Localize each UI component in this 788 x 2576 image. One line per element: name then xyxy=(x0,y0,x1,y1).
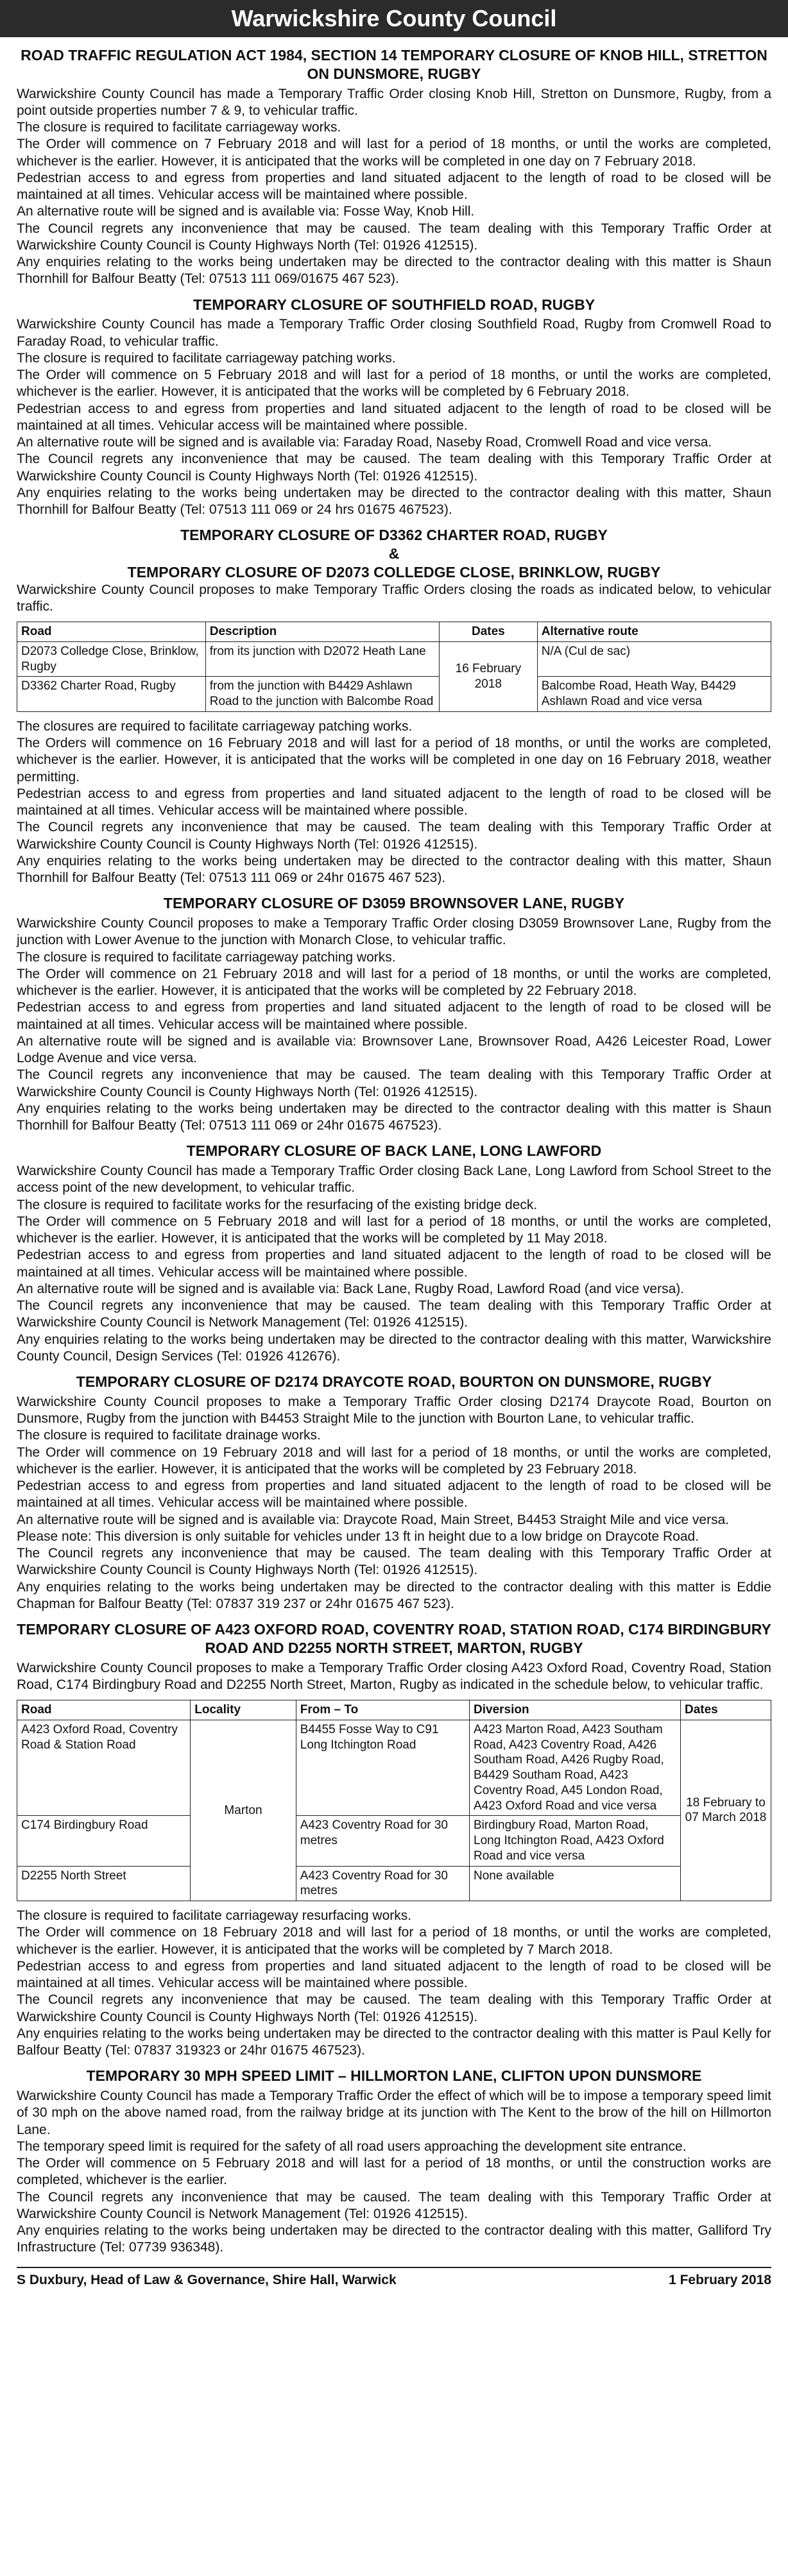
notice-paragraph: The Order will commence on 5 February 2018 and will last for a period of 18 months, or until the works are completed, whichever is the earlier. However, it is anticipated that the works will be completed by 6 February 2018. xyxy=(17,368,771,400)
table-cell: Balcombe Road, Heath Way, B4429 Ashlawn Road and vice versa xyxy=(537,677,771,712)
table-cell-dates: 18 February to 07 March 2018 xyxy=(681,1720,771,1901)
table-header-cell: Dates xyxy=(681,1700,771,1720)
notice-title: TEMPORARY CLOSURE OF SOUTHFIELD ROAD, RUGBY xyxy=(193,296,595,313)
signatory: S Duxbury, Head of Law & Governance, Shire Hall, Warwick xyxy=(17,2272,397,2287)
notice-paragraph: The closure is required to facilitate works for the resurfacing of the existing bridge deck. xyxy=(17,1197,538,1212)
notice-paragraph: The closures are required to facilitate carriageway patching works. xyxy=(17,718,413,734)
table-header-cell: Road xyxy=(17,1700,191,1720)
notice-title: TEMPORARY CLOSURE OF BACK LANE, LONG LAWFORD xyxy=(186,1142,602,1160)
table-cell: A423 Marton Road, A423 Southam Road, A423 Coventry Road, A426 Southam Road, A426 Rugby Road, B4429 Southam Road, A423 Coventry Road, A45 London Road, A423 Oxford Road and vice versa xyxy=(470,1720,681,1816)
notice-title: TEMPORARY CLOSURE OF D2174 DRAYCOTE ROAD, BOURTON ON DUNSMORE, RUGBY xyxy=(76,1373,712,1390)
notice-paragraph: The closure is required to facilitate drainage works. xyxy=(17,1428,321,1443)
table-header-cell: Diversion xyxy=(470,1700,681,1720)
closure-schedule-table xyxy=(17,1700,771,1901)
table-cell: N/A (Cul de sac) xyxy=(537,641,771,677)
notice-paragraph: Pedestrian access to and egress from properties and land situated adjacent to the length of road to be closed will be maintained at all times. Vehicular access will be maintained where possible. xyxy=(17,1479,771,1511)
table-header-cell: Dates xyxy=(440,622,538,642)
table-header-row xyxy=(17,1700,771,1720)
notice-knob-hill xyxy=(17,46,771,288)
notice-paragraph: Warwickshire County Council has made a Temporary Traffic Order closing Southfield Road, Rugby from Cromwell Road to Faraday Road, to vehicular traffic. xyxy=(17,317,771,349)
notice-paragraph: The Council regrets any inconvenience that may be caused. The team dealing with this Temporary Traffic Order at Warwickshire County Council is Network Management (Tel: 01926 412515). xyxy=(17,1298,771,1330)
table-cell: Birdingbury Road, Marton Road, Long Itchington Road, A423 Oxford Road and vice versa xyxy=(470,1816,681,1866)
table-header-cell: Alternative route xyxy=(537,622,771,642)
notice-intro: Warwickshire County Council proposes to make Temporary Traffic Orders closing the roads as indicated below, to vehicular traffic. xyxy=(17,582,771,614)
notice-paragraph: An alternative route will be signed and is available via: Fosse Way, Knob Hill. xyxy=(17,204,475,219)
notice-paragraph: The closure is required to facilitate carriageway resurfacing works. xyxy=(17,1908,412,1923)
notice-paragraph: Pedestrian access to and egress from properties and land situated adjacent to the length of road to be closed will be maintained at all times. Vehicular access will be maintained where possible. xyxy=(17,401,771,433)
notice-title-line: TEMPORARY CLOSURE OF D3362 CHARTER ROAD, RUGBY xyxy=(180,527,608,544)
notice-charter-road-colledge-close xyxy=(17,526,771,886)
notice-footer xyxy=(17,2267,771,2289)
notice-paragraph: The Order will commence on 7 February 2018 and will last for a period of 18 months, or until the works are completed, whichever is the earlier. However, it is anticipated that the works will be completed in one day on 7 February 2018. xyxy=(17,137,771,169)
notice-paragraph: Warwickshire County Council has made a Temporary Traffic Order closing Back Lane, Long Lawford from School Street to the access point of the new development, to vehicular traffic. xyxy=(17,1164,771,1196)
table-cell: from its junction with D2072 Heath Lane xyxy=(205,641,439,677)
notice-intro: Warwickshire County Council proposes to make a Temporary Traffic Order closing A423 Oxford Road, Coventry Road, Station Road, C174 Birdingbury Road and D2255 North Street, Marton, Rugby as indicated in the schedule below, to vehicular traffic. xyxy=(17,1660,771,1692)
notice-brownsover-lane xyxy=(17,894,771,1134)
notice-title: ROAD TRAFFIC REGULATION ACT 1984, SECTION 14 TEMPORARY CLOSURE OF KNOB HILL, STRETTON ON DUNSMORE, RUGBY xyxy=(21,47,767,82)
table-cell-locality: Marton xyxy=(191,1720,296,1901)
notice-paragraph: Warwickshire County Council has made a Temporary Traffic Order closing Knob Hill, Stretton on Dunsmore, Rugby, from a point outside properties number 7 & 9, to vehicular traffic. xyxy=(17,86,771,118)
table-row xyxy=(17,677,771,712)
notice-paragraph: The temporary speed limit is required for the safety of all road users approaching the development site entrance. xyxy=(17,2139,687,2154)
table-header-cell: From – To xyxy=(296,1700,469,1720)
notice-paragraph: The Order will commence on 19 February 2018 and will last for a period of 18 months, or until the works are completed, whichever is the earlier. However, it is anticipated that the works will be completed by 23 February 2018. xyxy=(17,1445,771,1477)
table-cell-dates: 16 February 2018 xyxy=(440,641,538,711)
notice-paragraph: Any enquiries relating to the works being undertaken may be directed to the contractor dealing with this matter, Warwickshire County Council, Design Services (Tel: 01926 412676). xyxy=(17,1332,771,1364)
notice-paragraph: The Order will commence on 18 February 2018 and will last for a period of 18 months, or until the works are completed, whichever is the earlier. However, it is anticipated that the works will be completed by 7 March 2018. xyxy=(17,1925,771,1957)
notice-paragraph: The Order will commence on 5 February 2018 and will last for a period of 18 months, or until the works are completed, whichever is the earlier. However, it is anticipated that the works will be completed by 11 May 2018. xyxy=(17,1214,771,1246)
notice-paragraph: The Council regrets any inconvenience that may be caused. The team dealing with this Temporary Traffic Order at Warwickshire County Council is County Highways North (Tel: 01926 412515). xyxy=(17,1546,771,1578)
table-cell: A423 Oxford Road, Coventry Road & Station Road xyxy=(17,1720,191,1816)
notice-paragraph: The Council regrets any inconvenience that may be caused. The team dealing with this Temporary Traffic Order at Warwickshire County Council is County Highways North (Tel: 01926 412515). xyxy=(17,1992,771,2024)
notice-paragraph: The closure is required to facilitate carriageway patching works. xyxy=(17,350,396,366)
notice-draycote-road xyxy=(17,1373,771,1613)
notice-paragraph: An alternative route will be signed and is available via: Faraday Road, Naseby Road, Cromwell Road and vice versa. xyxy=(17,435,712,450)
notice-paragraph: An alternative route will be signed and is available via: Draycote Road, Main Street, B4453 Straight Mile and vice versa. xyxy=(17,1512,730,1527)
table-cell: B4455 Fosse Way to C91 Long Itchington Road xyxy=(296,1720,469,1816)
notice-paragraph: Any enquiries relating to the works being undertaken may be directed to the contractor dealing with this matter, Shaun Thornhill for Balfour Beatty (Tel: 07513 111 069 or 24hr 01675 467 523). xyxy=(17,853,771,885)
notice-paragraph: Any enquiries relating to the works being undertaken may be directed to the contractor dealing with this matter is Paul Kelly for Balfour Beatty (Tel: 07837 319323 or 24hr 01675 467523). xyxy=(17,2026,771,2058)
notice-paragraph: Pedestrian access to and egress from properties and land situated adjacent to the length of road to be closed will be maintained at all times. Vehicular access will be maintained where possible. xyxy=(17,1248,771,1280)
notice-paragraph: Any enquiries relating to the works being undertaken may be directed to the contractor dealing with this matter is Shaun Thornhill for Balfour Beatty (Tel: 07513 111 069/01675 467 523). xyxy=(17,255,771,287)
notice-paragraph: The Council regrets any inconvenience that may be caused. The team dealing with this Temporary Traffic Order at Warwickshire County Council is County Highways North (Tel: 01926 412515). xyxy=(17,221,771,253)
notice-title-line: & xyxy=(388,545,400,562)
table-header-cell: Road xyxy=(17,622,206,642)
masthead xyxy=(0,0,788,37)
table-cell: D2073 Colledge Close, Brinklow, Rugby xyxy=(17,641,206,677)
notice-paragraph: Please note: This diversion is only suitable for vehicles under 13 ft in height due to a low bridge on Draycote Road. xyxy=(17,1529,699,1544)
notice-title-line: TEMPORARY CLOSURE OF D2073 COLLEDGE CLOSE, BRINKLOW, RUGBY xyxy=(127,563,661,580)
notice-paragraph: Warwickshire County Council has made a Temporary Traffic Order the effect of which will be to impose a temporary speed limit of 30 mph on the above named road, from the railway bridge at its junction with The Kent to the brow of the hill on Hillmorton Lane. xyxy=(17,2089,771,2137)
table-header-row xyxy=(17,622,771,642)
table-cell: None available xyxy=(470,1866,681,1901)
notice-title: TEMPORARY 30 MPH SPEED LIMIT – HILLMORTON LANE, CLIFTON UPON DUNSMORE xyxy=(86,2067,702,2085)
notice-title: TEMPORARY CLOSURE OF A423 OXFORD ROAD, COVENTRY ROAD, STATION ROAD, C174 BIRDINGBURY ROAD AND D2255 NORTH STREET, MARTON, RUGBY xyxy=(17,1621,771,1656)
table-row xyxy=(17,1720,771,1816)
page-title: Warwickshire County Council xyxy=(231,5,557,31)
notice-paragraph: The Council regrets any inconvenience that may be caused. The team dealing with this Temporary Traffic Order at Warwickshire County Council is County Highways North (Tel: 01926 412515). xyxy=(17,452,771,484)
notice-paragraph: The closure is required to facilitate carriageway works. xyxy=(17,120,341,135)
notice-paragraph: The Council regrets any inconvenience that may be caused. The team dealing with this Temporary Traffic Order at Warwickshire County Council is County Highways North (Tel: 01926 412515). xyxy=(17,1067,771,1099)
notice-paragraph: Any enquiries relating to the works being undertaken may be directed to the contractor dealing with this matter is Eddie Chapman for Balfour Beatty (Tel: 07837 319 237 or 24hr 01675 467 523). xyxy=(17,1579,771,1611)
table-header-cell: Description xyxy=(205,622,439,642)
table-row xyxy=(17,641,771,677)
table-cell: A423 Coventry Road for 30 metres xyxy=(296,1866,469,1901)
notice-paragraph: Pedestrian access to and egress from properties and land situated adjacent to the length of road to be closed will be maintained at all times. Vehicular access will be maintained where possible. xyxy=(17,170,771,202)
table-cell: D2255 North Street xyxy=(17,1866,191,1901)
table-cell: A423 Coventry Road for 30 metres xyxy=(296,1816,469,1866)
closure-schedule-table xyxy=(17,622,771,712)
notice-title xyxy=(17,526,771,581)
notice-paragraph: An alternative route will be signed and is available via: Back Lane, Rugby Road, Lawford Road (and vice versa). xyxy=(17,1281,685,1296)
table-cell: from the junction with B4429 Ashlawn Road to the junction with Balcombe Road xyxy=(205,677,439,712)
notice-paragraph: Pedestrian access to and egress from properties and land situated adjacent to the length of road to be closed will be maintained at all times. Vehicular access will be maintained where possible. xyxy=(17,786,771,818)
notice-paragraph: Any enquiries relating to the works being undertaken may be directed to the contractor dealing with this matter, Galliford Try Infrastructure (Tel: 07739 936348). xyxy=(17,2223,771,2255)
notice-paragraph: The Order will commence on 21 February 2018 and will last for a period of 18 months, or until the works are completed, whichever is the earlier. However, it is anticipated that the works will be completed by 22 February 2018. xyxy=(17,966,771,998)
notice-back-lane xyxy=(17,1142,771,1365)
notice-paragraph: Pedestrian access to and egress from properties and land situated adjacent to the length of road to be closed will be maintained at all times. Vehicular access will be maintained where possible. xyxy=(17,1958,771,1990)
notice-paragraph: The Orders will commence on 16 February 2018 and will last for a period of 18 months, or until the works are completed, whichever is the earlier. However, it is anticipated that the works will be completed in one day on 16 February 2018, weather permitting. xyxy=(17,736,771,784)
table-row xyxy=(17,1816,771,1866)
table-row xyxy=(17,1866,771,1901)
table-cell: C174 Birdingbury Road xyxy=(17,1816,191,1866)
notice-paragraph: The Order will commence on 5 February 2018 and will last for a period of 18 months, or until the construction works are completed, whichever is the earlier. xyxy=(17,2156,771,2188)
notice-paragraph: Pedestrian access to and egress from properties and land situated adjacent to the length of road to be closed will be maintained at all times. Vehicular access will be maintained where possible. xyxy=(17,1000,771,1032)
notice-hillmorton-lane xyxy=(17,2067,771,2256)
notice-title: TEMPORARY CLOSURE OF D3059 BROWNSOVER LANE, RUGBY xyxy=(163,895,625,912)
notice-paragraph: Any enquiries relating to the works being undertaken may be directed to the contractor dealing with this matter is Shaun Thornhill for Balfour Beatty (Tel: 07513 111 069 or 24hr 01675 467523). xyxy=(17,1101,771,1133)
notice-paragraph: The closure is required to facilitate carriageway patching works. xyxy=(17,949,396,965)
notice-date: 1 February 2018 xyxy=(669,2272,771,2287)
notice-paragraph: Warwickshire County Council proposes to make a Temporary Traffic Order closing D3059 Brownsover Lane, Rugby from the junction with Lower Avenue to the junction with Monarch Close, to vehicular traffic. xyxy=(17,916,771,948)
notice-paragraph: The Council regrets any inconvenience that may be caused. The team dealing with this Temporary Traffic Order at Warwickshire County Council is Network Management (Tel: 01926 412515). xyxy=(17,2189,771,2221)
notice-paragraph: Any enquiries relating to the works being undertaken may be directed to the contractor dealing with this matter, Shaun Thornhill for Balfour Beatty (Tel: 07513 111 069 or 24 hrs 01675 467523). xyxy=(17,485,771,517)
notice-paragraph: An alternative route will be signed and is available via: Brownsover Lane, Brownsover Road, A426 Leicester Road, Lower Lodge Avenue and vice versa. xyxy=(17,1033,771,1065)
table-header-cell: Locality xyxy=(191,1700,296,1720)
notice-southfield-road xyxy=(17,296,771,519)
table-cell: D3362 Charter Road, Rugby xyxy=(17,677,206,712)
notice-marton-roads xyxy=(17,1620,771,2059)
notice-paragraph: Warwickshire County Council proposes to make a Temporary Traffic Order closing D2174 Draycote Road, Bourton on Dunsmore, Rugby from the junction with B4453 Straight Mile to the junction with Bourton Lane, to vehicular traffic. xyxy=(17,1394,771,1426)
notice-paragraph: The Council regrets any inconvenience that may be caused. The team dealing with this Temporary Traffic Order at Warwickshire County Council is County Highways North (Tel: 01926 412515). xyxy=(17,820,771,852)
